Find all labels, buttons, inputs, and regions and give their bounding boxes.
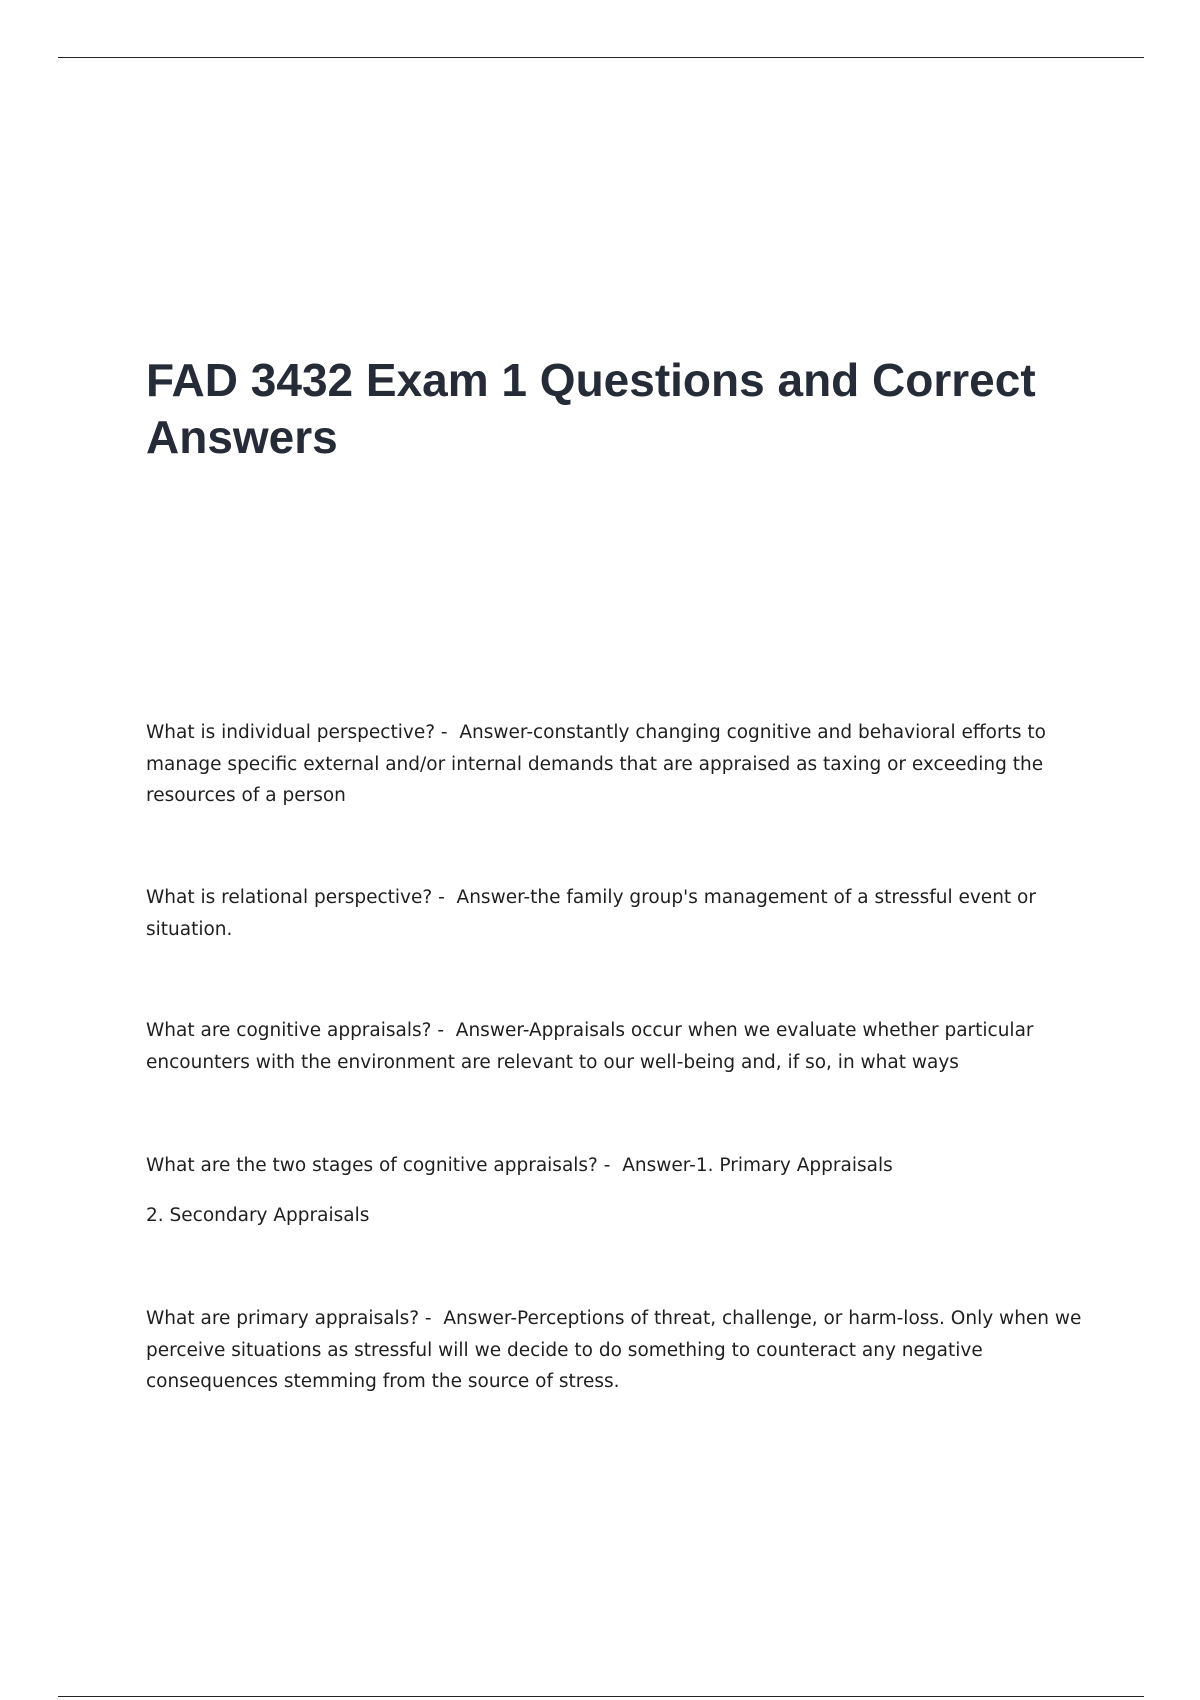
answer-text: Answer-Appraisals occur when we evaluate whether particular encounters with the environment are relevant to our well-being and, if so, in what ways bbox=[146, 1020, 1034, 1073]
answer-continuation: 2. Secondary Appraisals bbox=[146, 1205, 370, 1226]
qa-item bbox=[146, 1303, 1106, 1398]
qa-separator: - bbox=[432, 887, 457, 908]
question-text: What are primary appraisals? bbox=[146, 1308, 420, 1329]
qa-separator: - bbox=[597, 1155, 623, 1176]
bottom-rule bbox=[58, 1696, 1144, 1697]
question-text: What is relational perspective? bbox=[146, 887, 433, 908]
answer-text: Answer-constantly changing cognitive and behavioral efforts to manage specific external and/or internal demands that are appraised as taxing or exceeding the resources of a person bbox=[146, 722, 1046, 806]
answer-text: Answer-1. Primary Appraisals bbox=[622, 1155, 893, 1176]
answer-text: Answer-the family group's management of a stressful event or situation. bbox=[146, 887, 1036, 940]
qa-item bbox=[146, 882, 1096, 945]
qa-separator: - bbox=[419, 1308, 444, 1329]
qa-item bbox=[146, 1015, 1096, 1078]
qa-separator: - bbox=[431, 1020, 456, 1041]
question-text: What are the two stages of cognitive appraisals? bbox=[146, 1155, 598, 1176]
qa-item bbox=[146, 1150, 1096, 1182]
question-text: What is individual perspective? bbox=[146, 722, 436, 743]
answer-text: Answer-Perceptions of threat, challenge, or harm-loss. Only when we perceive situations as stressful will we decide to do something to counteract any negative consequences stemming from the source of stress. bbox=[146, 1308, 1082, 1392]
top-rule bbox=[58, 57, 1144, 58]
qa-item bbox=[146, 717, 1096, 812]
qa-separator: - bbox=[435, 722, 460, 743]
document-title: FAD 3432 Exam 1 Questions and Correct Answers bbox=[146, 354, 1036, 463]
question-text: What are cognitive appraisals? bbox=[146, 1020, 432, 1041]
